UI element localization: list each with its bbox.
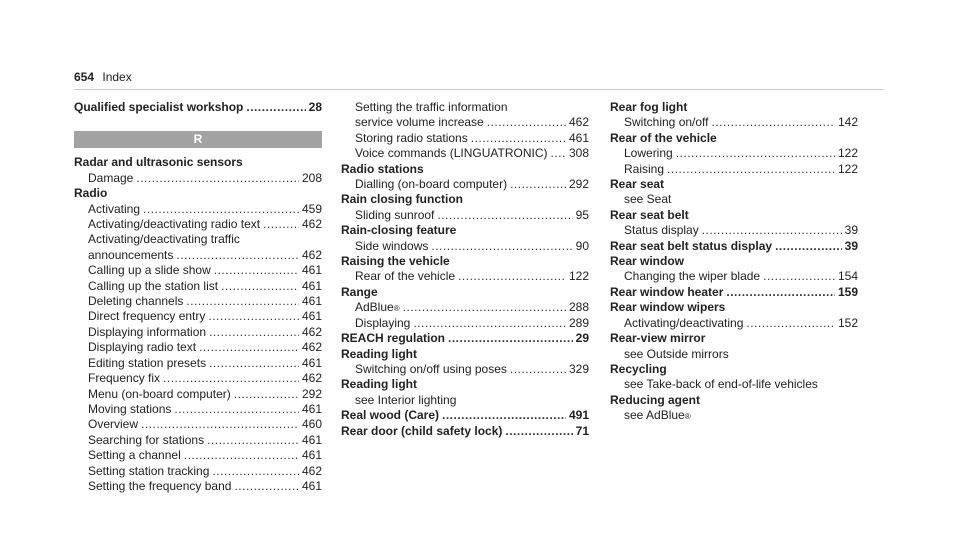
entry-label: Reducing agent <box>610 392 701 407</box>
entry-label: Rain-closing feature <box>341 223 457 238</box>
page-reference: 122 <box>568 269 589 284</box>
subentry-text: Dialling (on-board computer) <box>355 177 508 192</box>
page-reference: 462 <box>301 463 322 478</box>
page-reference: 461 <box>301 478 322 493</box>
page-reference: 462 <box>301 217 322 232</box>
page-reference: 122 <box>837 146 858 161</box>
index-subentry <box>341 316 589 331</box>
subentry-text: Calling up a slide show <box>88 263 211 278</box>
entry-label: Rear window wipers <box>610 300 726 315</box>
page-reference: 39 <box>844 238 858 253</box>
index-subentry <box>74 479 322 494</box>
index-entry <box>610 239 858 254</box>
entry-list <box>610 100 858 424</box>
spacer <box>74 115 322 130</box>
leader-dots <box>246 100 305 115</box>
index-subentry <box>610 115 858 130</box>
page-reference: 329 <box>568 361 589 376</box>
entry-label: Rain closing function <box>341 192 463 207</box>
index-subentry <box>74 309 322 324</box>
index-subentry <box>74 263 322 278</box>
leader-dots <box>437 208 572 223</box>
leader-dots <box>702 223 842 238</box>
index-entry <box>341 285 589 300</box>
page-reference: 39 <box>844 223 858 238</box>
page-reference: 152 <box>837 315 858 330</box>
index-column-1 <box>74 100 322 494</box>
subentry-text: Activating/deactivating <box>624 315 744 330</box>
leader-dots <box>510 177 566 192</box>
page-reference: 159 <box>837 284 858 299</box>
subentry-text: Moving stations <box>88 401 172 416</box>
index-entry <box>610 285 858 300</box>
page-reference: 461 <box>301 448 322 463</box>
page-reference: 491 <box>568 408 589 423</box>
index-entry <box>74 186 322 201</box>
index-subentry <box>74 464 322 479</box>
entry-label: Range <box>341 284 378 299</box>
page-reference: 462 <box>301 247 322 262</box>
leader-dots <box>510 362 566 377</box>
index-subentry <box>341 146 589 161</box>
index-subentry <box>74 402 322 417</box>
leader-dots <box>458 269 566 284</box>
index-entry <box>610 100 858 115</box>
entry-list <box>341 162 589 439</box>
entry-label: Radar and ultrasonic sensors <box>74 155 243 170</box>
leader-dots <box>174 402 299 417</box>
index-subentry <box>74 217 322 232</box>
page-reference: 292 <box>301 386 322 401</box>
leader-dots <box>487 115 566 130</box>
page-reference: 95 <box>575 207 589 222</box>
leader-dots <box>176 248 299 263</box>
leader-dots <box>207 433 299 448</box>
page-reference: 154 <box>837 269 858 284</box>
leader-dots <box>746 316 835 331</box>
index-subentry <box>610 316 858 331</box>
leader-dots <box>442 408 566 423</box>
letter-heading: R <box>74 131 322 148</box>
subentry-text: Menu (on-board computer) <box>88 386 231 401</box>
index-entry <box>610 393 858 408</box>
index-entry <box>610 254 858 269</box>
subentry-text: Voice commands (LINGUATRONIC) <box>355 146 548 161</box>
subentry-text: Lowering <box>624 146 673 161</box>
subentry-text: Side windows <box>355 238 429 253</box>
index-entry <box>610 331 858 346</box>
entry-label: Rear seat <box>610 177 665 192</box>
index-subentry <box>74 232 322 247</box>
index-subentry <box>74 387 322 402</box>
subentry-text: Sliding sunroof <box>355 207 435 222</box>
page-reference: 461 <box>568 130 589 145</box>
leader-dots <box>403 300 566 315</box>
page-reference: 462 <box>301 340 322 355</box>
leader-dots <box>676 146 835 161</box>
page-reference: 308 <box>568 146 589 161</box>
subentry-text: Storing radio stations <box>355 130 468 145</box>
entry-label: Rear window <box>610 254 685 269</box>
leader-dots <box>726 285 835 300</box>
page-number: 654 <box>74 70 95 84</box>
index-subentry <box>74 448 322 463</box>
subentry-text: AdBlue <box>355 300 394 315</box>
index-column-3 <box>610 100 858 424</box>
index-subentry <box>341 100 589 115</box>
entry-label: Raising the vehicle <box>341 254 450 269</box>
index-entry <box>341 254 589 269</box>
entry-label: Real wood (Care) <box>341 408 440 423</box>
entry-label: Rear door (child safety lock) <box>341 423 503 438</box>
subentry-text: Overview <box>88 417 139 432</box>
entry-label: Reading light <box>341 377 417 392</box>
subentry-text: Displaying <box>355 315 411 330</box>
index-subentry <box>74 433 322 448</box>
index-entry <box>341 223 589 238</box>
page-reference: 461 <box>301 355 322 370</box>
index-subentry <box>74 202 322 217</box>
leader-dots <box>551 146 566 161</box>
subentry-text: see Interior lighting <box>355 392 457 407</box>
leader-dots <box>763 269 835 284</box>
page-reference: 461 <box>301 309 322 324</box>
page-header <box>74 70 132 84</box>
index-subentry <box>74 279 322 294</box>
leader-dots <box>505 424 572 439</box>
subentry-text: Activating/deactivating traffic <box>88 232 240 247</box>
subentry-text: Deleting channels <box>88 294 184 309</box>
subentry-text: Switching on/off <box>624 115 709 130</box>
leader-dots <box>234 479 299 494</box>
index-subentry: AdBlue ® ..... 288 <box>341 300 589 315</box>
leader-dots <box>209 325 299 340</box>
index-entry <box>610 300 858 315</box>
subentry-text: Setting station tracking <box>88 463 210 478</box>
subentry-text: Direct frequency entry <box>88 309 206 324</box>
entry-label: Rear of the vehicle <box>610 130 717 145</box>
index-subentry <box>341 115 589 130</box>
index-entry <box>341 377 589 392</box>
page-reference: 208 <box>301 170 322 185</box>
index-subentry <box>74 248 322 263</box>
page-reference: 462 <box>301 371 322 386</box>
subentry-text: announcements <box>88 247 174 262</box>
entry-label: REACH regulation <box>341 331 446 346</box>
section-title: Index <box>102 70 132 84</box>
leader-dots <box>431 239 572 254</box>
leader-dots <box>143 202 299 217</box>
entry-label: Reading light <box>341 346 417 361</box>
leader-dots <box>163 371 299 386</box>
index-subentry <box>74 417 322 432</box>
index-subentry <box>74 340 322 355</box>
subentry-text: see Outside mirrors <box>624 346 729 361</box>
subentry-text: see AdBlue <box>624 408 685 423</box>
index-subentry <box>74 356 322 371</box>
subentry-text: see Seat <box>624 192 672 207</box>
subentry-text: Displaying radio text <box>88 340 197 355</box>
leader-dots <box>212 464 299 479</box>
index-subentry <box>341 177 589 192</box>
index-entry <box>341 162 589 177</box>
page-reference: 459 <box>301 201 322 216</box>
entry-label: Rear seat belt status display <box>610 238 773 253</box>
subentry-text: Status display <box>624 223 699 238</box>
index-subentry <box>74 325 322 340</box>
leader-dots <box>413 316 566 331</box>
subentry-text: Damage <box>88 170 134 185</box>
page-reference: 460 <box>301 417 322 432</box>
leader-dots <box>141 417 299 432</box>
entry-label: Radio <box>74 186 108 201</box>
page-reference: 462 <box>568 115 589 130</box>
index-entry <box>341 424 589 439</box>
entry-label: Rear fog light <box>610 100 688 114</box>
page-reference: 461 <box>301 432 322 447</box>
page-reference: 71 <box>575 423 589 438</box>
header-divider <box>74 89 884 90</box>
continued-subentries <box>341 100 589 162</box>
subentry-text: Setting a channel <box>88 448 181 463</box>
subentry-text: Activating/deactivating radio text <box>88 217 261 232</box>
index-entry <box>610 177 858 192</box>
leader-dots <box>209 356 299 371</box>
index-entry <box>341 347 589 362</box>
entry-label: Radio stations <box>341 161 424 176</box>
page-reference: 461 <box>301 263 322 278</box>
subentry-text: Editing station presets <box>88 355 207 370</box>
leader-dots <box>199 340 299 355</box>
index-entry <box>74 155 322 170</box>
page-reference: 29 <box>575 331 589 346</box>
leader-dots <box>712 115 835 130</box>
index-subentry <box>610 377 858 392</box>
index-entry <box>610 208 858 223</box>
leader-dots <box>775 239 842 254</box>
leader-dots <box>214 263 299 278</box>
subentry-text: Displaying information <box>88 324 207 339</box>
index-entry <box>610 131 858 146</box>
index-subentry <box>341 393 589 408</box>
subentry-text: Changing the wiper blade <box>624 269 761 284</box>
index-subentry <box>610 146 858 161</box>
index-subentry <box>341 269 589 284</box>
subentry-text: see Take-back of end-of-life vehicles <box>624 377 818 392</box>
page-reference: 289 <box>568 315 589 330</box>
index-subentry <box>74 294 322 309</box>
subentry-text: Rear of the vehicle <box>355 269 456 284</box>
subentry-text: Setting the traffic information <box>355 100 508 114</box>
entry-label: Rear window heater <box>610 284 724 299</box>
entry-label: Rear-view mirror <box>610 331 706 346</box>
leader-dots <box>471 131 566 146</box>
page-reference: 462 <box>301 324 322 339</box>
leader-dots <box>448 331 573 346</box>
page-reference: 461 <box>301 294 322 309</box>
index-column-2 <box>341 100 589 439</box>
index-entry: Qualified specialist workshop ..... 28 <box>74 100 322 115</box>
index-subentry <box>341 239 589 254</box>
index-entry <box>341 331 589 346</box>
index-subentry <box>610 192 858 207</box>
subentry-text: Raising <box>624 161 665 176</box>
index-subentry <box>74 171 322 186</box>
leader-dots <box>184 448 299 463</box>
index-subentry <box>610 347 858 362</box>
page-reference: 292 <box>568 177 589 192</box>
page-reference: 461 <box>301 401 322 416</box>
entry-label: Rear seat belt <box>610 207 689 222</box>
index-subentry <box>341 131 589 146</box>
index-entry <box>341 408 589 423</box>
page-reference: 461 <box>301 278 322 293</box>
leader-dots <box>221 279 299 294</box>
index-subentry <box>610 223 858 238</box>
index-subentry <box>341 362 589 377</box>
index-subentry <box>610 162 858 177</box>
leader-dots <box>208 309 299 324</box>
leader-dots <box>186 294 299 309</box>
leader-dots <box>667 162 835 177</box>
subentry-text: Searching for stations <box>88 432 205 447</box>
leader-dots <box>234 387 299 402</box>
index-entry <box>341 192 589 207</box>
index-subentry <box>74 371 322 386</box>
page-reference: 288 <box>568 300 589 315</box>
page-reference: 142 <box>837 115 858 130</box>
subentry-text: Switching on/off using poses <box>355 361 507 376</box>
subentry-text: Activating <box>88 201 141 216</box>
entry-list <box>74 155 322 494</box>
index-subentry <box>610 269 858 284</box>
subentry-text: Calling up the station list <box>88 278 219 293</box>
index-subentry <box>341 208 589 223</box>
leader-dots <box>263 217 299 232</box>
leader-dots <box>136 171 299 186</box>
entry-label: Recycling <box>610 361 667 376</box>
subentry-text: Setting the frequency band <box>88 478 232 493</box>
index-entry <box>610 362 858 377</box>
subentry-text: Frequency fix <box>88 371 161 386</box>
page-reference: 122 <box>837 161 858 176</box>
page-reference: 90 <box>575 238 589 253</box>
subentry-text: service volume increase <box>355 115 484 130</box>
index-subentry: see AdBlue ® <box>624 408 691 423</box>
